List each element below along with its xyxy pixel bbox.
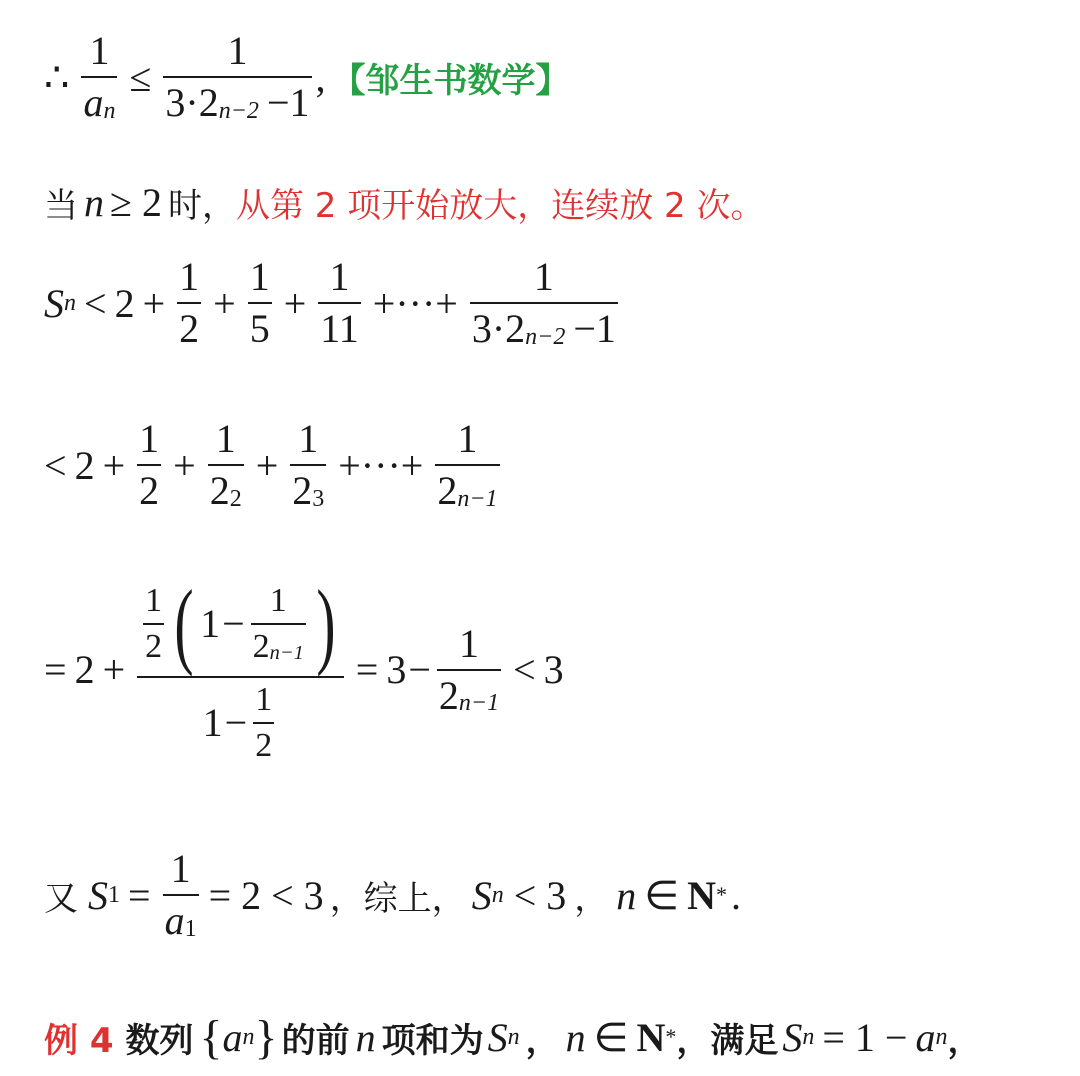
var-n: n — [84, 179, 104, 225]
fraction-1-2-cubed — [290, 418, 326, 512]
fraction-1-11 — [318, 256, 361, 350]
natural-numbers-symbol: N — [687, 872, 716, 918]
exponent: n−1 — [457, 485, 498, 512]
base: 2 — [437, 468, 458, 513]
fraction-bar — [137, 464, 161, 466]
comma: ， — [525, 1020, 560, 1061]
natural-numbers-symbol: N — [636, 1014, 666, 1060]
var-S: S — [471, 872, 492, 918]
fraction-1-5 — [248, 256, 272, 350]
fraction-numerator: 1 — [533, 254, 554, 299]
line-2-condition — [44, 175, 764, 229]
number-2: 2 — [114, 280, 135, 326]
fraction-numerator: 1 — [145, 582, 163, 620]
big-numerator — [137, 569, 344, 677]
fraction-1-2-pow-n-1 — [435, 418, 499, 512]
ellipsis-plus: +···+ — [372, 280, 458, 326]
den-lead: 3·2 — [471, 306, 526, 351]
fraction-numerator: 1 — [139, 416, 160, 461]
subscript-n: n — [103, 97, 116, 124]
line-5-sum-evaluation — [44, 562, 564, 777]
exponent: 3 — [312, 485, 325, 512]
plus-operator: + — [255, 442, 279, 488]
text-sequence: 数列 — [125, 1020, 194, 1061]
var-S: S — [88, 872, 108, 918]
fraction-bar — [253, 722, 274, 724]
plus-operator: + — [173, 442, 196, 488]
fraction-bar — [81, 76, 117, 78]
minus-operator: − — [222, 600, 245, 646]
text-first: 的前 — [281, 1020, 350, 1061]
base: 2 — [252, 627, 270, 665]
fraction-1-2-squared — [208, 418, 244, 512]
red-note: 从第 2 项开始放大，连续放 2 次。 — [235, 185, 765, 226]
text-when: 当 — [44, 185, 78, 226]
in-operator: ∈ — [593, 1014, 629, 1060]
therefore-symbol: ∴ — [44, 54, 70, 100]
fraction-1-2-pow-n-1 — [251, 583, 306, 664]
fraction-numerator: 1 — [329, 254, 350, 299]
base: 2 — [438, 672, 459, 718]
lt-3: < 3 — [513, 872, 567, 918]
text-again: 又 — [44, 878, 78, 919]
text-time: 时， — [167, 185, 236, 226]
fraction-rhs — [163, 30, 311, 124]
fraction-numerator: 1 — [269, 582, 287, 620]
fraction-denominator — [163, 82, 311, 124]
plus-operator: + — [213, 280, 236, 326]
fraction-bar — [137, 676, 344, 678]
line-1-inequality — [44, 22, 570, 132]
den-tail: −1 — [266, 80, 310, 125]
left-paren: ( — [174, 569, 194, 677]
fraction-bar — [318, 302, 361, 304]
fraction-denominator — [251, 629, 306, 665]
number-3: 3 — [543, 647, 564, 692]
ellipsis-plus: +···+ — [338, 442, 424, 488]
var-n: n — [355, 1014, 376, 1060]
fraction-1-over-a1 — [163, 848, 199, 942]
comma: ， — [574, 878, 609, 919]
var-a: a — [222, 1014, 243, 1060]
fraction-numerator: 1 — [457, 416, 478, 461]
subscript-n: n — [802, 1023, 815, 1050]
fraction-denominator: 5 — [249, 306, 270, 351]
fraction-denominator: 2 — [255, 726, 273, 764]
text-satisfies: ，满足 — [676, 1020, 779, 1061]
right-brace: } — [254, 1010, 278, 1064]
fraction-1-2 — [177, 256, 201, 350]
fraction-bar — [251, 623, 306, 625]
var-a: a — [83, 80, 104, 125]
period: . — [730, 872, 741, 918]
fraction-numerator: 1 — [179, 254, 200, 299]
eq-operator: = — [128, 872, 151, 918]
minus-operator: − — [224, 699, 248, 745]
fraction-denominator: 11 — [320, 306, 359, 351]
right-paren: ) — [316, 569, 336, 677]
subscript-1: 1 — [108, 881, 120, 908]
comma: ， — [947, 1020, 982, 1061]
fraction-1-2 — [253, 682, 274, 763]
fraction-denominator — [470, 308, 618, 350]
plus-operator: + — [283, 280, 307, 326]
fraction-1-over-an — [81, 30, 117, 124]
fraction-bar — [470, 302, 618, 304]
fraction-bar — [437, 669, 501, 671]
fraction-bar — [290, 464, 326, 466]
var-n: n — [565, 1014, 586, 1060]
plus-operator: + — [142, 280, 166, 326]
fraction-denominator — [437, 672, 501, 718]
fraction-bar — [177, 302, 201, 304]
in-operator: ∈ — [644, 872, 680, 918]
fraction-bar — [435, 464, 499, 466]
fraction-numerator: 1 — [249, 254, 270, 299]
exponent: n−2 — [218, 97, 259, 124]
fraction-bar — [208, 464, 244, 466]
text-in-summary: ，综上， — [329, 878, 466, 919]
lt-operator: < — [84, 280, 107, 326]
fraction-numerator: 1 — [255, 680, 273, 718]
exponent: n−2 — [525, 323, 566, 350]
fraction-numerator: 1 — [459, 620, 479, 666]
eq-1-minus: = 1 − — [822, 1014, 908, 1060]
exponent: n−1 — [458, 690, 500, 717]
line-4-geometric-bound — [44, 410, 504, 520]
plus-operator: + — [102, 442, 126, 488]
leq-operator: ≤ — [129, 54, 152, 100]
star-superscript: * — [665, 1024, 677, 1049]
eq-operator: = — [355, 647, 379, 692]
subscript-1: 1 — [184, 915, 197, 942]
fraction-numerator: 1 — [227, 28, 248, 73]
eq-operator: = — [44, 647, 67, 692]
number-1: 1 — [202, 699, 223, 745]
var-S: S — [44, 280, 64, 326]
fraction-numerator: 1 — [298, 416, 319, 461]
base: 2 — [292, 468, 313, 513]
fraction-denominator — [290, 470, 326, 512]
number-3: 3 — [386, 647, 407, 692]
fraction-denominator — [81, 82, 117, 124]
subscript-n: n — [491, 881, 504, 908]
fraction-denominator — [163, 900, 199, 942]
fraction-numerator: 1 — [170, 846, 191, 891]
subscript-n: n — [935, 1023, 948, 1050]
number-2: 2 — [74, 647, 95, 692]
subscript-n: n — [64, 289, 76, 316]
brand-label: 【邹生书数学】 — [331, 60, 570, 101]
subscript-n: n — [507, 1023, 520, 1050]
fraction-1-2 — [137, 418, 161, 512]
comma: , — [315, 54, 326, 100]
line-6-conclusion — [44, 840, 741, 950]
base: 2 — [209, 468, 230, 513]
fraction-denominator: 2 — [145, 627, 163, 665]
fraction-last-term — [470, 256, 618, 350]
example-label: 例 4 — [44, 1020, 114, 1061]
var-n: n — [616, 872, 637, 918]
fraction-bar — [143, 623, 164, 625]
fraction-1-2 — [143, 583, 164, 664]
number-2: 2 — [74, 442, 95, 488]
text-sum-is: 项和为 — [381, 1020, 484, 1061]
fraction-numerator: 1 — [89, 28, 110, 73]
var-a: a — [915, 1014, 936, 1060]
fraction-denominator — [435, 470, 499, 512]
plus-operator: + — [102, 647, 126, 692]
lt-operator: < — [513, 647, 536, 692]
fraction-bar — [248, 302, 272, 304]
var-S: S — [782, 1014, 803, 1060]
fraction-denominator: 2 — [139, 468, 160, 513]
fraction-1-2-pow-n-1 — [437, 620, 501, 718]
var-a: a — [164, 898, 185, 943]
den-lead: 3·2 — [165, 80, 219, 125]
den-tail: −1 — [573, 306, 616, 351]
fraction-bar — [163, 894, 199, 896]
fraction-denominator: 2 — [179, 306, 200, 351]
fraction-bar — [163, 76, 311, 78]
big-denominator — [201, 682, 281, 763]
number-1: 1 — [200, 600, 221, 646]
fraction-numerator: 1 — [215, 416, 236, 461]
subscript-n: n — [242, 1023, 255, 1050]
var-S: S — [487, 1014, 508, 1060]
exponent: n−1 — [269, 642, 304, 665]
lt-operator: < — [44, 442, 67, 488]
exponent: 2 — [229, 485, 242, 512]
condition: ≥ 2 — [110, 179, 162, 225]
left-brace: { — [199, 1010, 223, 1064]
equals-2-lt-3: = 2 < 3 — [208, 872, 324, 918]
geometric-sum-fraction — [137, 569, 344, 764]
line-3-sum-bound — [44, 248, 622, 358]
minus-operator: − — [408, 647, 431, 692]
fraction-denominator — [208, 470, 244, 512]
line-7-example-4 — [44, 1005, 981, 1069]
star-superscript: * — [715, 882, 727, 907]
